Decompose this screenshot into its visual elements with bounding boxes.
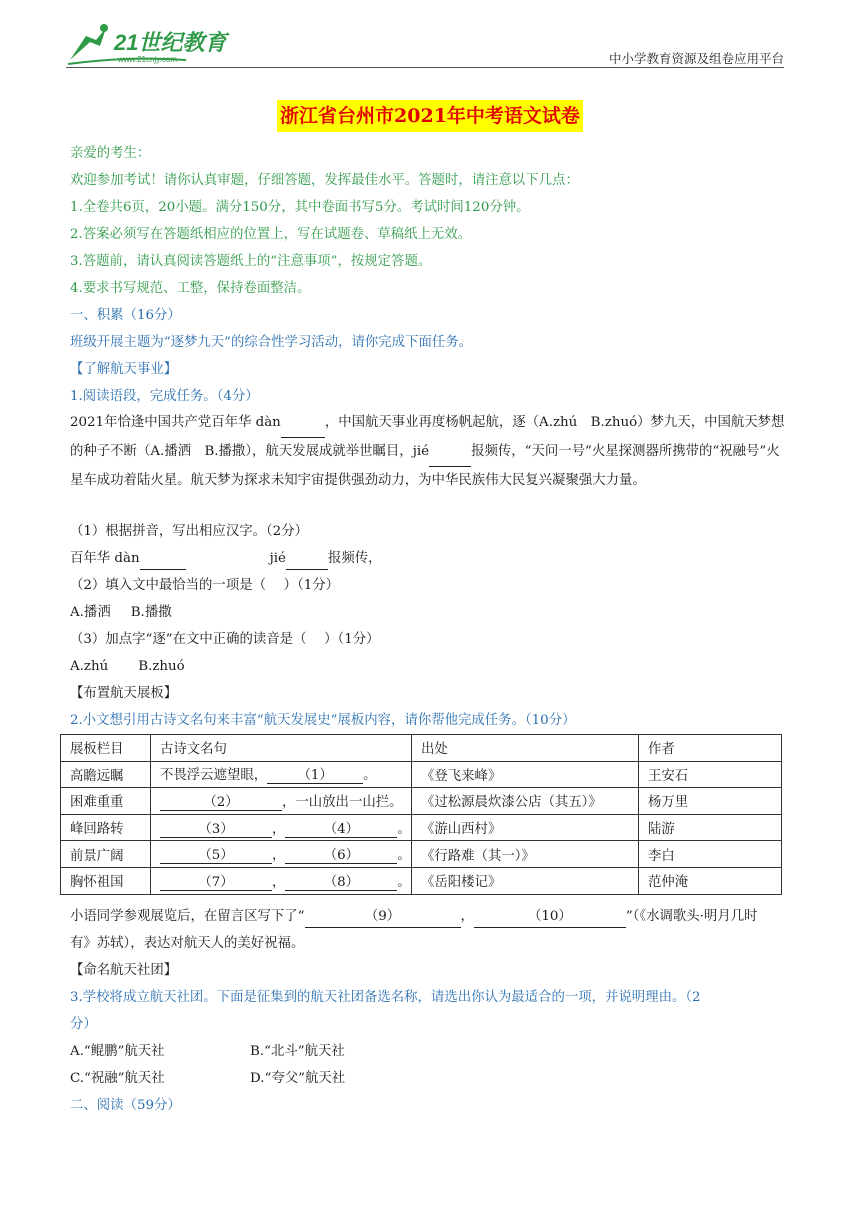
table-header: 作者 [639,735,782,762]
notice-intro: 欢迎参加考试！请你认真审题，仔细答题，发挥最佳水平。答题时，请注意以下几点： [70,173,579,188]
sub-question: （2）填入文中最恰当的一项是（ ）（1分） [70,578,340,593]
options-row [70,1042,345,1062]
question-stem: 1.阅读语段，完成任务。（4分） [70,389,259,404]
table-row [61,867,782,894]
answer-blank[interactable]: （5） [160,844,272,864]
notice-item: 4.要求书写规范、工整，保持卷面整洁。 [70,281,311,296]
table-row [61,841,782,868]
options-row [70,657,185,677]
question-stem: 2.小文想引用古诗文名句来丰富“航天发展史”展板内容，请你帮他完成任务。（10分） [70,713,576,728]
cell-author: 王安石 [639,761,782,788]
answer-blank[interactable]: （10） [474,907,626,928]
cell-source: 《登飞来峰》 [412,761,639,788]
answer-blank[interactable] [429,438,471,467]
notice-item: 1.全卷共6页，20小题。满分150分，其中卷面书写5分。考试时间120分钟。 [70,200,530,215]
question-stem: 分） [70,1017,97,1032]
answer-blank[interactable] [281,409,325,438]
part-heading: 【命名航天社团】 [70,963,178,978]
sub-question: （3）加点字“逐”在文中正确的读音是（ ）（1分） [70,632,380,647]
table-header: 展板栏目 [61,735,151,762]
section-intro: 班级开展主题为“逐梦九天”的综合性学习活动，请你完成下面任务。 [70,335,473,350]
cell-verse: （3） ， （4） 。 [151,814,412,841]
notice-item: 2.答案必须写在答题纸相应的位置上，写在试题卷、草稿纸上无效。 [70,227,472,242]
platform-name: 中小学教育资源及组卷应用平台 [608,51,784,66]
sub-answer-row: 百年华 dàn jié 报频传， [70,549,382,570]
notice-item: 3.答题前，请认真阅读答题纸上的“注意事项”，按规定答题。 [70,254,432,269]
option[interactable]: C.“祝融”航天社 [70,1071,165,1086]
page-title: 浙江省台州市2021年中考语文试卷 [277,100,583,132]
header-divider [66,67,784,68]
answer-blank[interactable]: （9） [305,907,461,928]
option[interactable]: B.播撒 [130,605,172,620]
answer-blank[interactable]: （7） [160,871,272,891]
logo-21cnjy [66,20,236,68]
cell-column: 前景广阔 [61,841,151,868]
notice-greeting: 亲爱的考生： [70,146,151,161]
table-row [61,788,782,815]
cell-source: 《过松源晨炊漆公店（其五）》 [412,788,639,815]
option[interactable]: B.zhuó [138,659,185,674]
cell-author: 杨万里 [639,788,782,815]
answer-blank[interactable]: （8） [285,871,397,891]
table-row [61,814,782,841]
question-stem: 3.学校将成立航天社团。下面是征集到的航天社团备选名称，请选出你认为最适合的一项，并说明理由。（2 [70,990,701,1005]
sub-question: （1）根据拼音，写出相应汉字。（2分） [70,524,308,539]
answer-blank[interactable] [286,549,328,570]
options-row [70,1069,345,1089]
section-heading: 二、阅读（59分） [70,1098,181,1113]
cell-author: 范仲淹 [639,867,782,894]
part-heading: 【了解航天事业】 [70,362,178,377]
cell-verse: （2） ，一山放出一山拦。 [151,788,412,815]
answer-blank[interactable]: （4） [285,818,397,838]
cell-column: 峰回路转 [61,814,151,841]
cell-source: 《岳阳楼记》 [412,867,639,894]
option[interactable]: D.“夸父”航天社 [250,1071,346,1086]
cell-column: 胸怀祖国 [61,867,151,894]
part-heading: 【布置航天展板】 [70,686,178,701]
guestbook-line: 有》苏轼），表达对航天人的美好祝福。 [70,936,305,951]
section-heading: 一、积累（16分） [70,308,181,323]
answer-blank[interactable]: （2） [160,791,282,811]
answer-blank[interactable] [140,549,186,570]
logo-text: 21世纪教育 [114,30,227,55]
cell-verse: 不畏浮云遮望眼， （1） 。 [151,761,412,788]
cell-author: 李白 [639,841,782,868]
guestbook-line: 小语同学参观展览后，在留言区写下了“ （9） ， （10） ”（《水调歌头·明月几时 [70,907,758,928]
cell-source: 《行路难（其一）》 [412,841,639,868]
table-header: 古诗文名句 [151,735,412,762]
cell-author: 陆游 [639,814,782,841]
answer-blank[interactable]: （3） [160,818,272,838]
cell-verse: （7） ， （8） 。 [151,867,412,894]
option[interactable]: A.播洒 [70,605,111,620]
table-row [61,761,782,788]
option[interactable]: A.zhú [70,659,109,674]
option[interactable]: B.“北斗”航天社 [250,1044,345,1059]
poem-table [60,734,782,895]
logo-url: www.21cnjy.com [118,55,177,64]
title-container [0,100,860,132]
answer-blank[interactable]: （6） [285,844,397,864]
cell-source: 《游山西村》 [412,814,639,841]
cell-verse: （5） ， （6） 。 [151,841,412,868]
table-header-row [61,735,782,762]
cell-column: 高瞻远瞩 [61,761,151,788]
answer-blank[interactable]: （1） [267,764,363,784]
options-row [70,603,172,623]
cell-column: 困难重重 [61,788,151,815]
table-header: 出处 [412,735,639,762]
option[interactable]: A.“鲲鹏”航天社 [70,1044,165,1059]
passage: 2021年恰逢中国共产党百年华 dàn ，中国航天事业再度杨帆起航，逐（A.zhú B.zhuó）梦九天，中国航天梦想的种子不断（A.播洒 B.播撒），航天发展成就举世瞩目，jié 报频传，“天问一号”火星探测器所携带的“祝融号”火星车成功着陆火星。航天梦为探求未知宇宙提供强劲动力，为中华民族伟大民复兴凝聚强大力量。 [70,409,790,495]
